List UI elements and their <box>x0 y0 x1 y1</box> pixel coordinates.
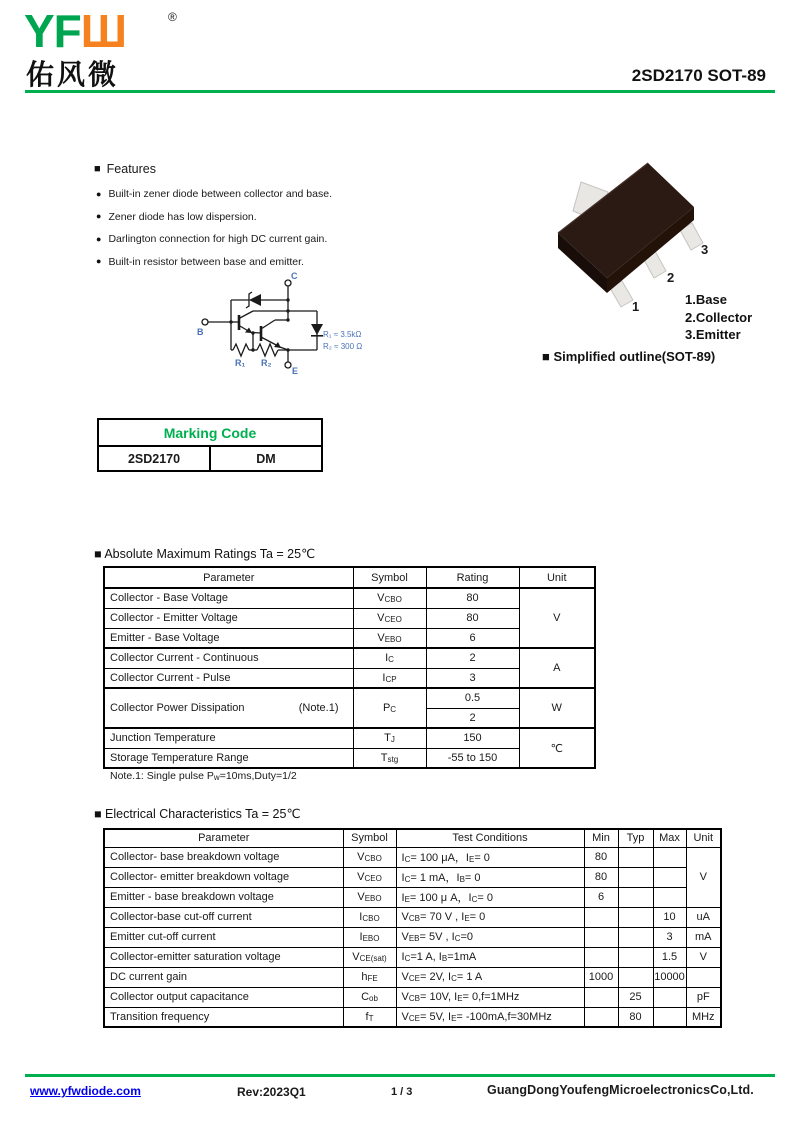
ec-min <box>584 927 618 947</box>
feature-item <box>96 256 332 268</box>
feature-item <box>96 188 332 200</box>
pin-label: 1.Base <box>685 292 727 307</box>
logo-yf-text: YF <box>24 5 81 57</box>
ec-col-header: Parameter <box>104 829 343 847</box>
ec-unit: mA <box>686 927 721 947</box>
amr-symbol: $P_C$ <box>353 688 426 728</box>
amr-unit: V <box>519 588 595 648</box>
marking-part-number: 2SD2170 <box>98 446 210 471</box>
amr-rating: 6 <box>426 628 519 648</box>
pin-number-3: 3 <box>701 242 709 257</box>
amr-rating: 150 <box>426 728 519 748</box>
amr-rating: -55 to 150 <box>426 748 519 768</box>
ec-param: Emitter - base breakdown voltage <box>104 887 343 907</box>
table-row <box>104 887 721 907</box>
circuit-symbols <box>229 294 323 352</box>
feature-text: Built-in zener diode between collector and base. <box>108 188 332 200</box>
ec-symbol: $V_{CEO}$ <box>343 867 396 887</box>
feature-text: Built-in resistor between base and emitter. <box>108 255 304 268</box>
ec-cond: $I_C= 1$ mA，$I_B= 0$ <box>396 867 584 887</box>
ec-typ <box>618 887 653 907</box>
features-title-label: Features <box>106 162 156 176</box>
diode-icon <box>311 324 323 335</box>
page-title: 2SD2170 SOT-89 <box>631 66 766 85</box>
outline-caption: ■ Simplified outline(SOT-89) <box>542 349 716 364</box>
ec-col-header: Unit <box>686 829 721 847</box>
ec-max <box>653 867 686 887</box>
amr-symbol: $I_{CP}$ <box>353 668 426 688</box>
ec-typ <box>618 847 653 867</box>
ec-unit: pF <box>686 987 721 1007</box>
ec-symbol: $V_{CBO}$ <box>343 847 396 867</box>
ec-col-header: Max <box>653 829 686 847</box>
ec-min <box>584 987 618 1007</box>
r1-value-label: R₁ ≈ 3.5kΩ <box>323 330 362 339</box>
amr-rating: 2 <box>426 648 519 668</box>
features-list <box>96 188 332 278</box>
marking-code-title: Marking Code <box>98 419 322 446</box>
square-bullet-icon: ■ <box>94 162 101 175</box>
ec-max <box>653 987 686 1007</box>
ec-unit: V <box>686 847 721 907</box>
feature-item <box>96 233 332 245</box>
amr-table <box>103 566 596 769</box>
r2-label: R₂ <box>261 358 272 368</box>
amr-param: Storage Temperature Range <box>104 748 353 768</box>
ec-symbol: $C_{ob}$ <box>343 987 396 1007</box>
ec-unit: V <box>686 947 721 967</box>
ec-param: Collector-emitter saturation voltage <box>104 947 343 967</box>
amr-rating: 2 <box>426 708 519 728</box>
ec-cond: $I_C= 100$ μA，$I_E= 0$ <box>396 847 584 867</box>
table-row <box>104 1007 721 1027</box>
ec-typ <box>618 907 653 927</box>
ec-max: 10000 <box>653 967 686 987</box>
company-logo-chinese: 佑风微 <box>26 59 120 90</box>
header-divider <box>25 90 775 93</box>
ec-param: Transition frequency <box>104 1007 343 1027</box>
ec-col-header: Min <box>584 829 618 847</box>
ec-symbol: $V_{CE(sat)}$ <box>343 947 396 967</box>
table-row <box>104 648 595 668</box>
ec-unit: uA <box>686 907 721 927</box>
pin-label-list <box>685 291 752 344</box>
ec-col-header: Test Conditions <box>396 829 584 847</box>
amr-symbol: $I_C$ <box>353 648 426 668</box>
table-row <box>104 927 721 947</box>
feature-item <box>96 211 332 223</box>
ec-min <box>584 907 618 927</box>
amr-col-header: Unit <box>519 567 595 588</box>
ec-symbol: $I_{CBO}$ <box>343 907 396 927</box>
feature-text: Zener diode has low dispersion. <box>108 210 257 223</box>
amr-symbol: $T_{stg}$ <box>353 748 426 768</box>
table-row <box>104 867 721 887</box>
ec-typ: 25 <box>618 987 653 1007</box>
table-row <box>104 987 721 1007</box>
table-row <box>104 847 721 867</box>
terminal-e-label: E <box>292 366 299 376</box>
ec-typ <box>618 927 653 947</box>
ec-param: Collector-base cut-off current <box>104 907 343 927</box>
ec-max <box>653 1007 686 1027</box>
table-row <box>104 947 721 967</box>
amr-unit: ℃ <box>519 728 595 768</box>
ec-symbol: $h_{FE}$ <box>343 967 396 987</box>
ec-max <box>653 887 686 907</box>
ec-min <box>584 947 618 967</box>
ec-cond: $I_C=1$ A, $I_B=1mA$ <box>396 947 584 967</box>
bullet-icon: ● <box>96 233 102 244</box>
zener-diode-icon <box>249 294 261 306</box>
ec-col-header: Typ <box>618 829 653 847</box>
table-row <box>104 907 721 927</box>
ec-section-title: ■ Electrical Characteristics Ta = 25℃ <box>94 807 301 821</box>
terminal-b-label: B <box>197 327 204 337</box>
features-section-title <box>94 162 156 176</box>
amr-note-ref: (Note.1) <box>298 702 339 714</box>
amr-col-header: Symbol <box>353 567 426 588</box>
footer-company-name: GuangDongYoufengMicroelectronicsCo,Ltd. <box>487 1083 754 1097</box>
bullet-icon: ● <box>96 256 102 266</box>
r2-value-label: R₂ ≈ 300 Ω <box>323 342 363 351</box>
amr-rating: 80 <box>426 608 519 628</box>
amr-param: Collector Current - Pulse <box>104 668 353 688</box>
circuit-labels <box>197 271 362 376</box>
ec-max: 1.5 <box>653 947 686 967</box>
pin-number-2: 2 <box>667 270 675 285</box>
ec-min: 6 <box>584 887 618 907</box>
ec-param: Emitter cut-off current <box>104 927 343 947</box>
marking-code-value: DM <box>210 446 322 471</box>
footer-divider <box>25 1074 775 1077</box>
feature-text: Darlington connection for high DC current gain. <box>108 233 328 245</box>
amr-param: Collector - Base Voltage <box>104 588 353 608</box>
table-row <box>104 967 721 987</box>
marking-code-table <box>97 418 323 472</box>
ec-typ: 80 <box>618 1007 653 1027</box>
r1-label: R₁ <box>235 358 246 368</box>
amr-param: Junction Temperature <box>104 728 353 748</box>
amr-rating: 0.5 <box>426 688 519 708</box>
company-logo <box>24 5 127 57</box>
ec-unit: MHz <box>686 1007 721 1027</box>
ec-param: DC current gain <box>104 967 343 987</box>
resistor-r1-icon <box>233 344 249 356</box>
resistor-r2-icon <box>257 344 278 356</box>
ec-col-header: Symbol <box>343 829 396 847</box>
ec-cond: $V_{CE}= 5V$, $I_E= -100mA,f=30MHz$ <box>396 1007 584 1027</box>
ec-table <box>103 828 722 1028</box>
amr-rating: 80 <box>426 588 519 608</box>
ec-symbol: $V_{EBO}$ <box>343 887 396 907</box>
amr-symbol: $V_{CEO}$ <box>353 608 426 628</box>
amr-rating: 3 <box>426 668 519 688</box>
footer-page-number: 1 / 3 <box>391 1086 413 1098</box>
amr-note: Note.1: Single pulse $P_w=10ms,Duty=1/2$ <box>110 770 297 782</box>
table-row <box>104 688 595 708</box>
pin-label: 2.Collector <box>685 309 753 325</box>
table-row <box>104 588 595 608</box>
amr-section-title: ■ Absolute Maximum Ratings Ta = 25℃ <box>94 547 316 561</box>
amr-param-text: Collector Power Dissipation <box>110 702 245 714</box>
table-row <box>104 728 595 748</box>
ec-symbol: $I_{EBO}$ <box>343 927 396 947</box>
ec-cond: $V_{CE}= 2V$, $I_C= 1$ A <box>396 967 584 987</box>
ec-param: Collector output capacitance <box>104 987 343 1007</box>
ec-cond: $I_E= 100$ μ A，$I_C= 0$ <box>396 887 584 907</box>
amr-param: Collector - Emitter Voltage <box>104 608 353 628</box>
ec-min <box>584 1007 618 1027</box>
ec-min: 1000 <box>584 967 618 987</box>
amr-symbol: $V_{EBO}$ <box>353 628 426 648</box>
ec-max <box>653 847 686 867</box>
amr-col-header: Parameter <box>104 567 353 588</box>
ec-min: 80 <box>584 847 618 867</box>
pin-number-1: 1 <box>632 299 640 314</box>
ec-max: 10 <box>653 907 686 927</box>
amr-unit: A <box>519 648 595 688</box>
ec-max: 3 <box>653 927 686 947</box>
amr-param <box>104 688 353 728</box>
ec-symbol: $f_T$ <box>343 1007 396 1027</box>
amr-param: Emitter - Base Voltage <box>104 628 353 648</box>
bullet-icon: ● <box>96 188 102 199</box>
amr-symbol: $V_{CBO}$ <box>353 588 426 608</box>
ec-cond: $V_{CB}= 70$ V , $I_E= 0$ <box>396 907 584 927</box>
ec-typ <box>618 967 653 987</box>
terminal-c-label: C <box>291 271 298 281</box>
ec-unit <box>686 967 721 987</box>
registered-trademark-icon: ® <box>168 10 177 24</box>
ec-typ <box>618 867 653 887</box>
ec-min: 80 <box>584 867 618 887</box>
ec-param: Collector- emitter breakdown voltage <box>104 867 343 887</box>
ec-cond: $V_{EB}= 5V$ , $I_C=0$ <box>396 927 584 947</box>
circuit-wires <box>202 280 317 368</box>
amr-symbol: $T_J$ <box>353 728 426 748</box>
footer-website-link[interactable]: www.yfwdiode.com <box>30 1084 141 1098</box>
bullet-icon: ● <box>96 211 102 221</box>
ec-param: Collector- base breakdown voltage <box>104 847 343 867</box>
pin-label: 3.Emitter <box>685 327 741 342</box>
amr-unit: W <box>519 688 595 728</box>
equivalent-circuit-diagram <box>195 270 395 378</box>
logo-w-text: Ш <box>80 5 127 57</box>
ec-typ <box>618 947 653 967</box>
ec-cond: $V_{CB}= 10V$, $I_E= 0,f=1MHz$ <box>396 987 584 1007</box>
footer-revision: Rev:2023Q1 <box>237 1085 306 1099</box>
amr-col-header: Rating <box>426 567 519 588</box>
amr-param: Collector Current - Continuous <box>104 648 353 668</box>
